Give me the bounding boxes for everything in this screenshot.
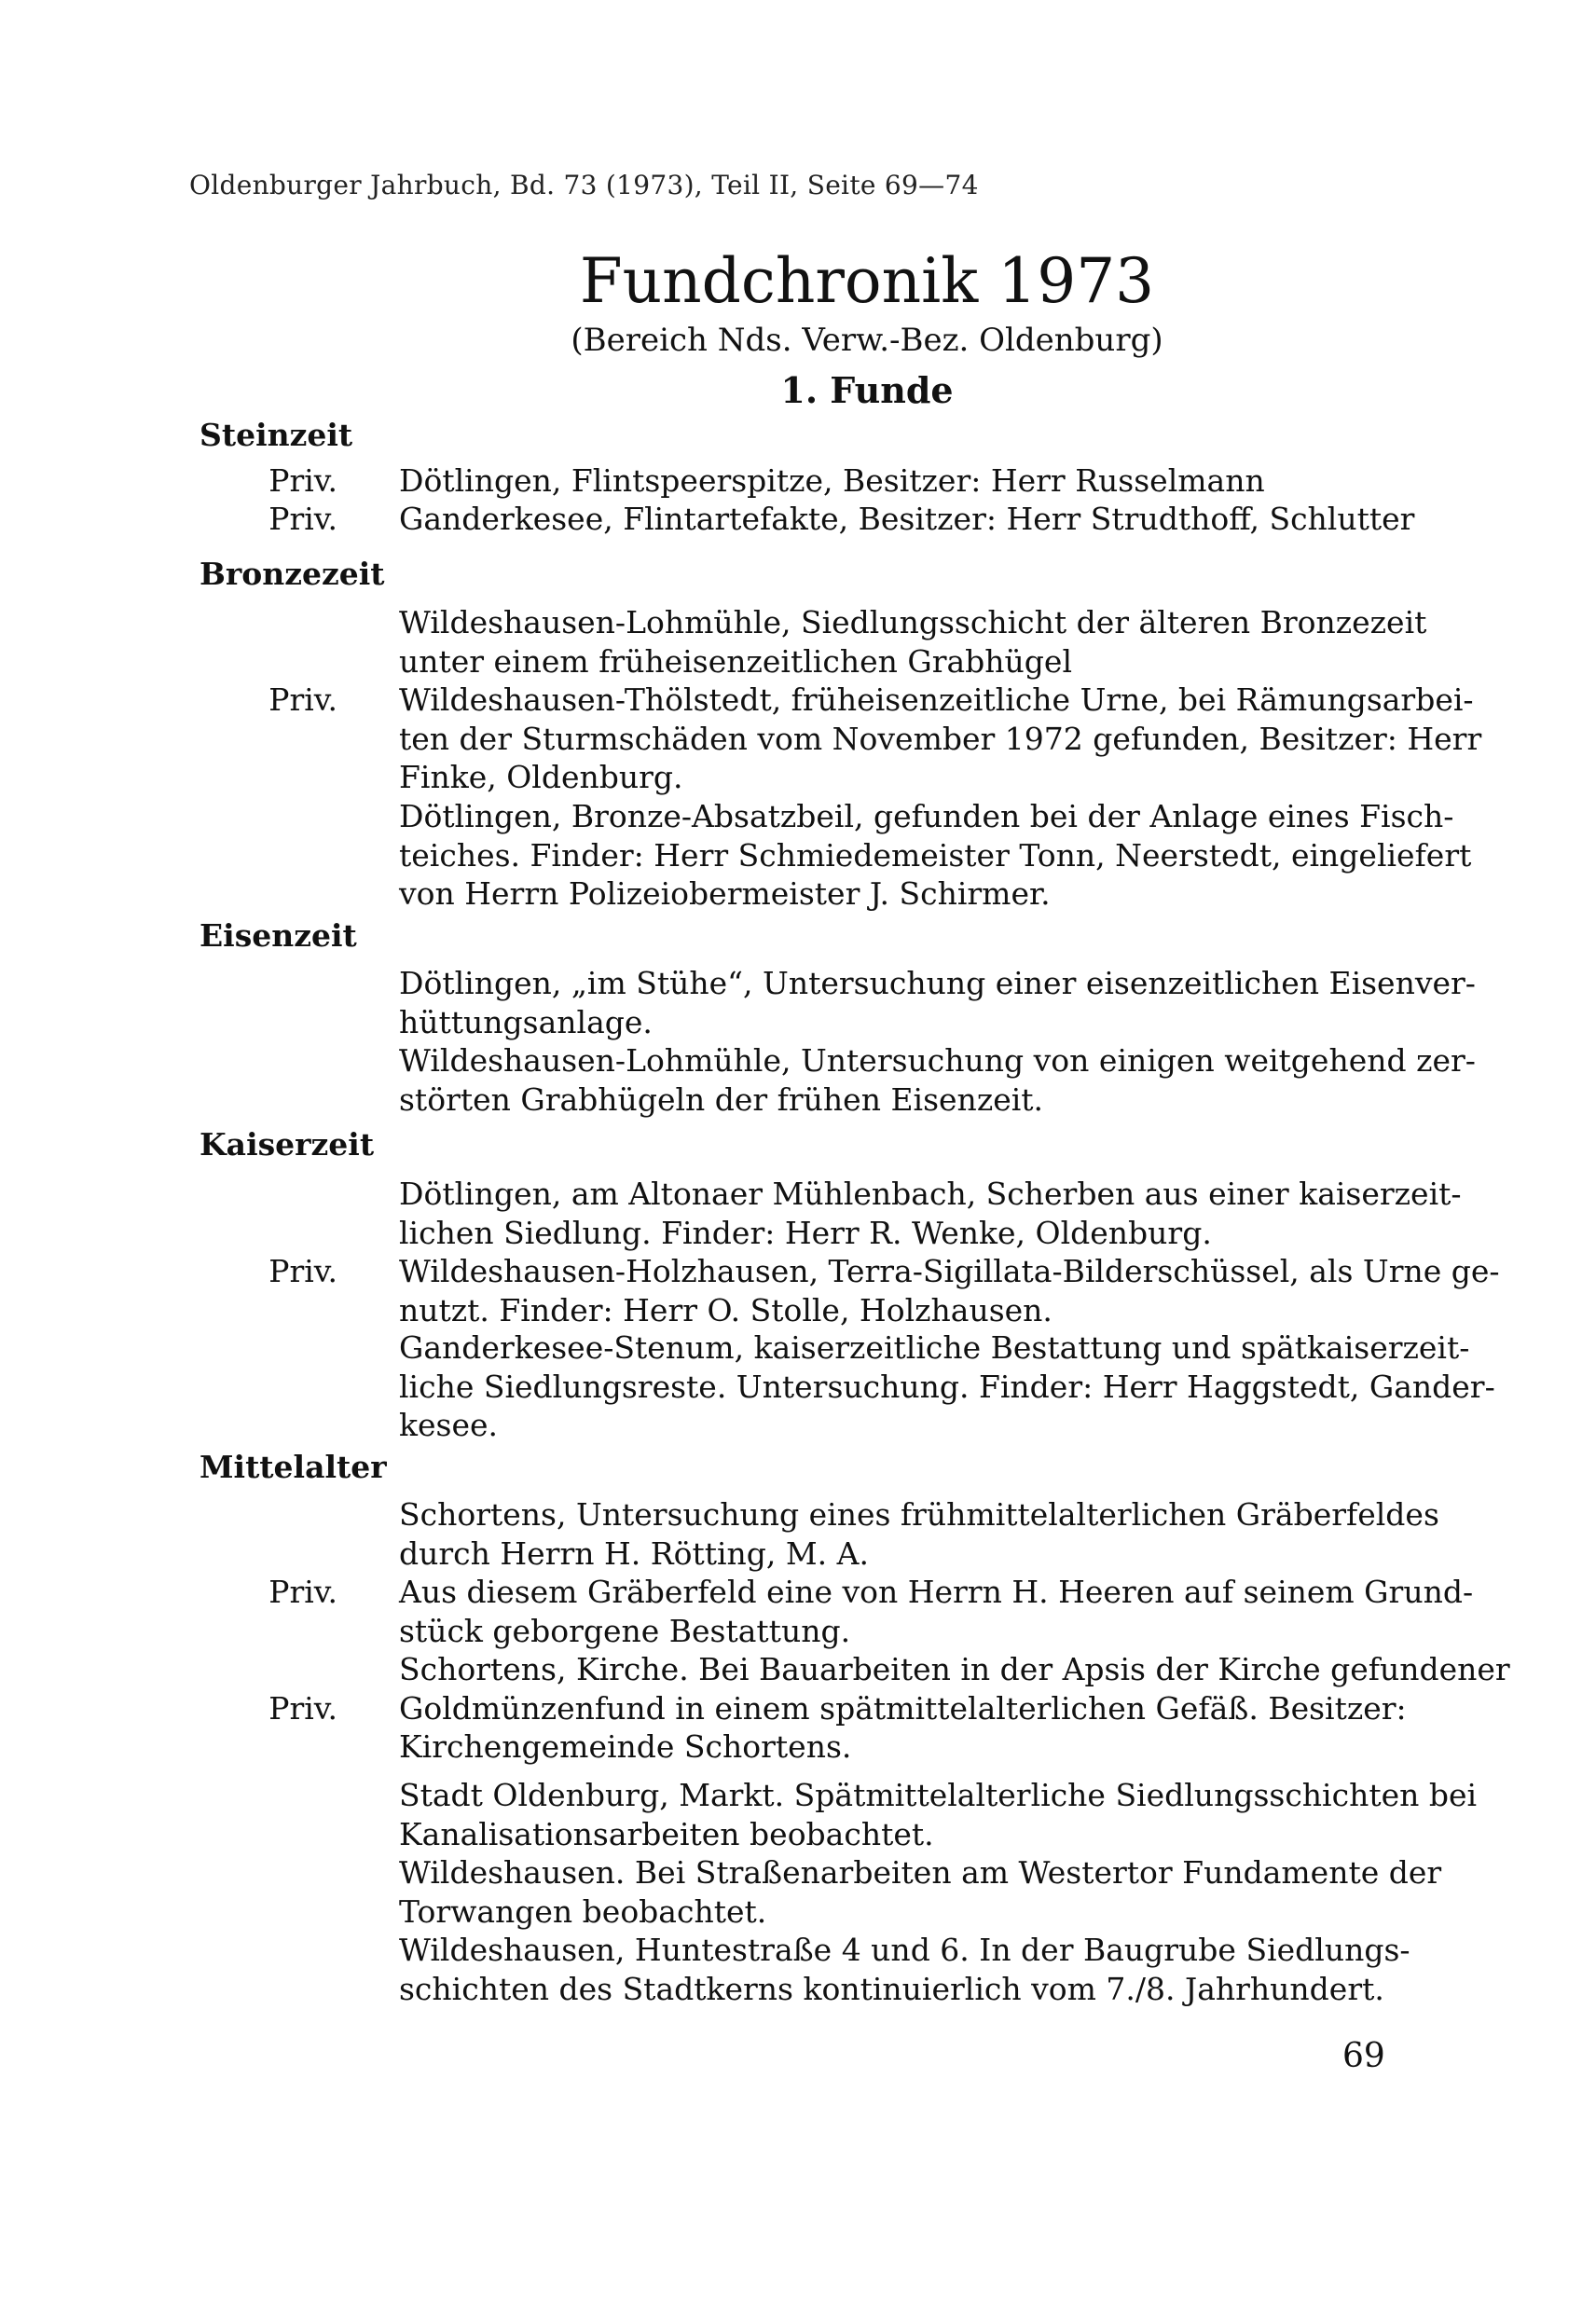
entry-line: Wildeshausen-Lohmühle, Siedlungsschicht der älteren Bronzezeit	[399, 604, 1427, 640]
entry-line: Stadt Oldenburg, Markt. Spätmittelalterliche Siedlungsschichten bei	[399, 1777, 1478, 1813]
page-number: 69	[1342, 2037, 1385, 2075]
find-entry-kaiserzeit-3	[399, 1328, 1495, 1445]
priv-label: Priv.	[268, 501, 337, 537]
period-heading-eisenzeit: Eisenzeit	[200, 917, 357, 954]
entry-line: Dötlingen, Flintspeerspitze, Besitzer: Herr Russelmann	[399, 462, 1265, 499]
page-title: Fundchronik 1973	[579, 245, 1155, 317]
period-heading-kaiserzeit: Kaiserzeit	[200, 1126, 375, 1163]
entry-line: Finke, Oldenburg.	[399, 759, 683, 795]
find-entry-bronzezeit-3	[399, 797, 1472, 914]
entry-line: Ganderkesee, Flintartefakte, Besitzer: Herr Strudthoff, Schlutter	[399, 501, 1415, 537]
find-entry-kaiserzeit-1	[399, 1175, 1462, 1252]
find-entry-bronzezeit-1	[399, 603, 1427, 681]
entry-line: stück geborgene Bestattung.	[399, 1612, 851, 1649]
entry-line: Schortens, Kirche. Bei Bauarbeiten in der Apsis der Kirche gefundener	[399, 1651, 1510, 1687]
entry-line: Kanalisationsarbeiten beobachtet.	[399, 1815, 934, 1852]
subtitle: (Bereich Nds. Verw.-Bez. Oldenburg)	[571, 322, 1163, 359]
entry-line: Wildeshausen-Lohmühle, Untersuchung von einigen weitgehend zer-	[399, 1042, 1476, 1079]
entry-line: störten Grabhügeln der frühen Eisenzeit.	[399, 1080, 1044, 1118]
entry-line: liche Siedlungsreste. Untersuchung. Finder: Herr Haggstedt, Gander-	[399, 1368, 1495, 1405]
priv-label: Priv.	[268, 1253, 337, 1289]
find-entry-steinzeit-2	[399, 500, 1415, 539]
entry-line: Dötlingen, „im Stühe“, Untersuchung einer eisenzeitlichen Eisenver-	[399, 965, 1476, 1001]
entry-line: nutzt. Finder: Herr O. Stolle, Holzhausen.	[399, 1291, 1053, 1328]
entry-line: kesee.	[399, 1407, 499, 1443]
entry-line: Wildeshausen-Thölstedt, früheisenzeitliche Urne, bei Rämungsarbei-	[399, 681, 1474, 718]
entry-line: Dötlingen, am Altonaer Mühlenbach, Scherben aus einer kaiserzeit-	[399, 1176, 1462, 1212]
find-entry-mittelalter-2	[399, 1573, 1474, 1650]
entry-line: ten der Sturmschäden vom November 1972 gefunden, Besitzer: Herr	[399, 720, 1482, 757]
entry-line: lichen Siedlung. Finder: Herr R. Wenke, Oldenburg.	[399, 1214, 1212, 1251]
entry-line: Aus diesem Gräberfeld eine von Herrn H. Heeren auf seinem Grund-	[399, 1574, 1474, 1610]
entry-line: Wildeshausen. Bei Straßenarbeiten am Westertor Fundamente der	[399, 1854, 1442, 1891]
entry-line: Wildeshausen, Huntestraße 4 und 6. In der Baugrube Siedlungs-	[399, 1932, 1410, 1968]
entry-line: Dötlingen, Bronze-Absatzbeil, gefunden bei der Anlage eines Fisch-	[399, 798, 1454, 834]
running-head: Oldenburger Jahrbuch, Bd. 73 (1973), Teil II, Seite 69—74	[189, 170, 979, 200]
entry-line: Torwangen beobachtet.	[399, 1892, 767, 1930]
entry-line: Kirchengemeinde Schortens.	[399, 1728, 852, 1765]
priv-label: Priv.	[268, 681, 337, 718]
entry-line: hüttungsanlage.	[399, 1003, 653, 1040]
period-heading-bronzezeit: Bronzezeit	[200, 556, 385, 592]
find-entry-bronzezeit-2	[399, 681, 1482, 797]
entry-line: unter einem früheisenzeitlichen Grabhügel	[399, 642, 1073, 680]
section-heading: 1. Funde	[780, 369, 954, 411]
find-entry-mittelalter-6	[399, 1931, 1410, 2008]
entry-line: Wildeshausen-Holzhausen, Terra-Sigillata-Bilderschüssel, als Urne ge-	[399, 1253, 1500, 1289]
entry-line: schichten des Stadtkerns kontinuierlich vom 7./8. Jahrhundert.	[399, 1970, 1384, 2007]
find-entry-mittelalter-4	[399, 1776, 1478, 1853]
entry-line: durch Herrn H. Rötting, M. A.	[399, 1534, 869, 1572]
period-heading-steinzeit: Steinzeit	[200, 417, 353, 453]
entry-line: teiches. Finder: Herr Schmiedemeister Tonn, Neerstedt, eingeliefert	[399, 836, 1472, 874]
priv-label: Priv.	[268, 1574, 337, 1610]
find-entry-mittelalter-1	[399, 1495, 1439, 1573]
find-entry-mittelalter-3	[399, 1650, 1510, 1767]
priv-label: Priv.	[268, 1690, 337, 1727]
priv-label: Priv.	[268, 462, 337, 499]
entry-line: Schortens, Untersuchung eines frühmittelalterlichen Gräberfeldes	[399, 1496, 1439, 1533]
find-entry-steinzeit-1	[399, 461, 1401, 501]
entry-line: Goldmünzenfund in einem spätmittelalterlichen Gefäß. Besitzer:	[399, 1689, 1407, 1727]
period-heading-mittelalter: Mittelalter	[200, 1449, 387, 1485]
entry-line: Ganderkesee-Stenum, kaiserzeitliche Bestattung und spätkaiserzeit-	[399, 1329, 1470, 1366]
find-entry-eisenzeit-2	[399, 1041, 1476, 1119]
find-entry-kaiserzeit-2	[399, 1252, 1500, 1329]
entry-line: von Herrn Polizeiobermeister J. Schirmer.	[399, 875, 1051, 912]
find-entry-mittelalter-5	[399, 1853, 1442, 1931]
find-entry-eisenzeit-1	[399, 964, 1476, 1041]
